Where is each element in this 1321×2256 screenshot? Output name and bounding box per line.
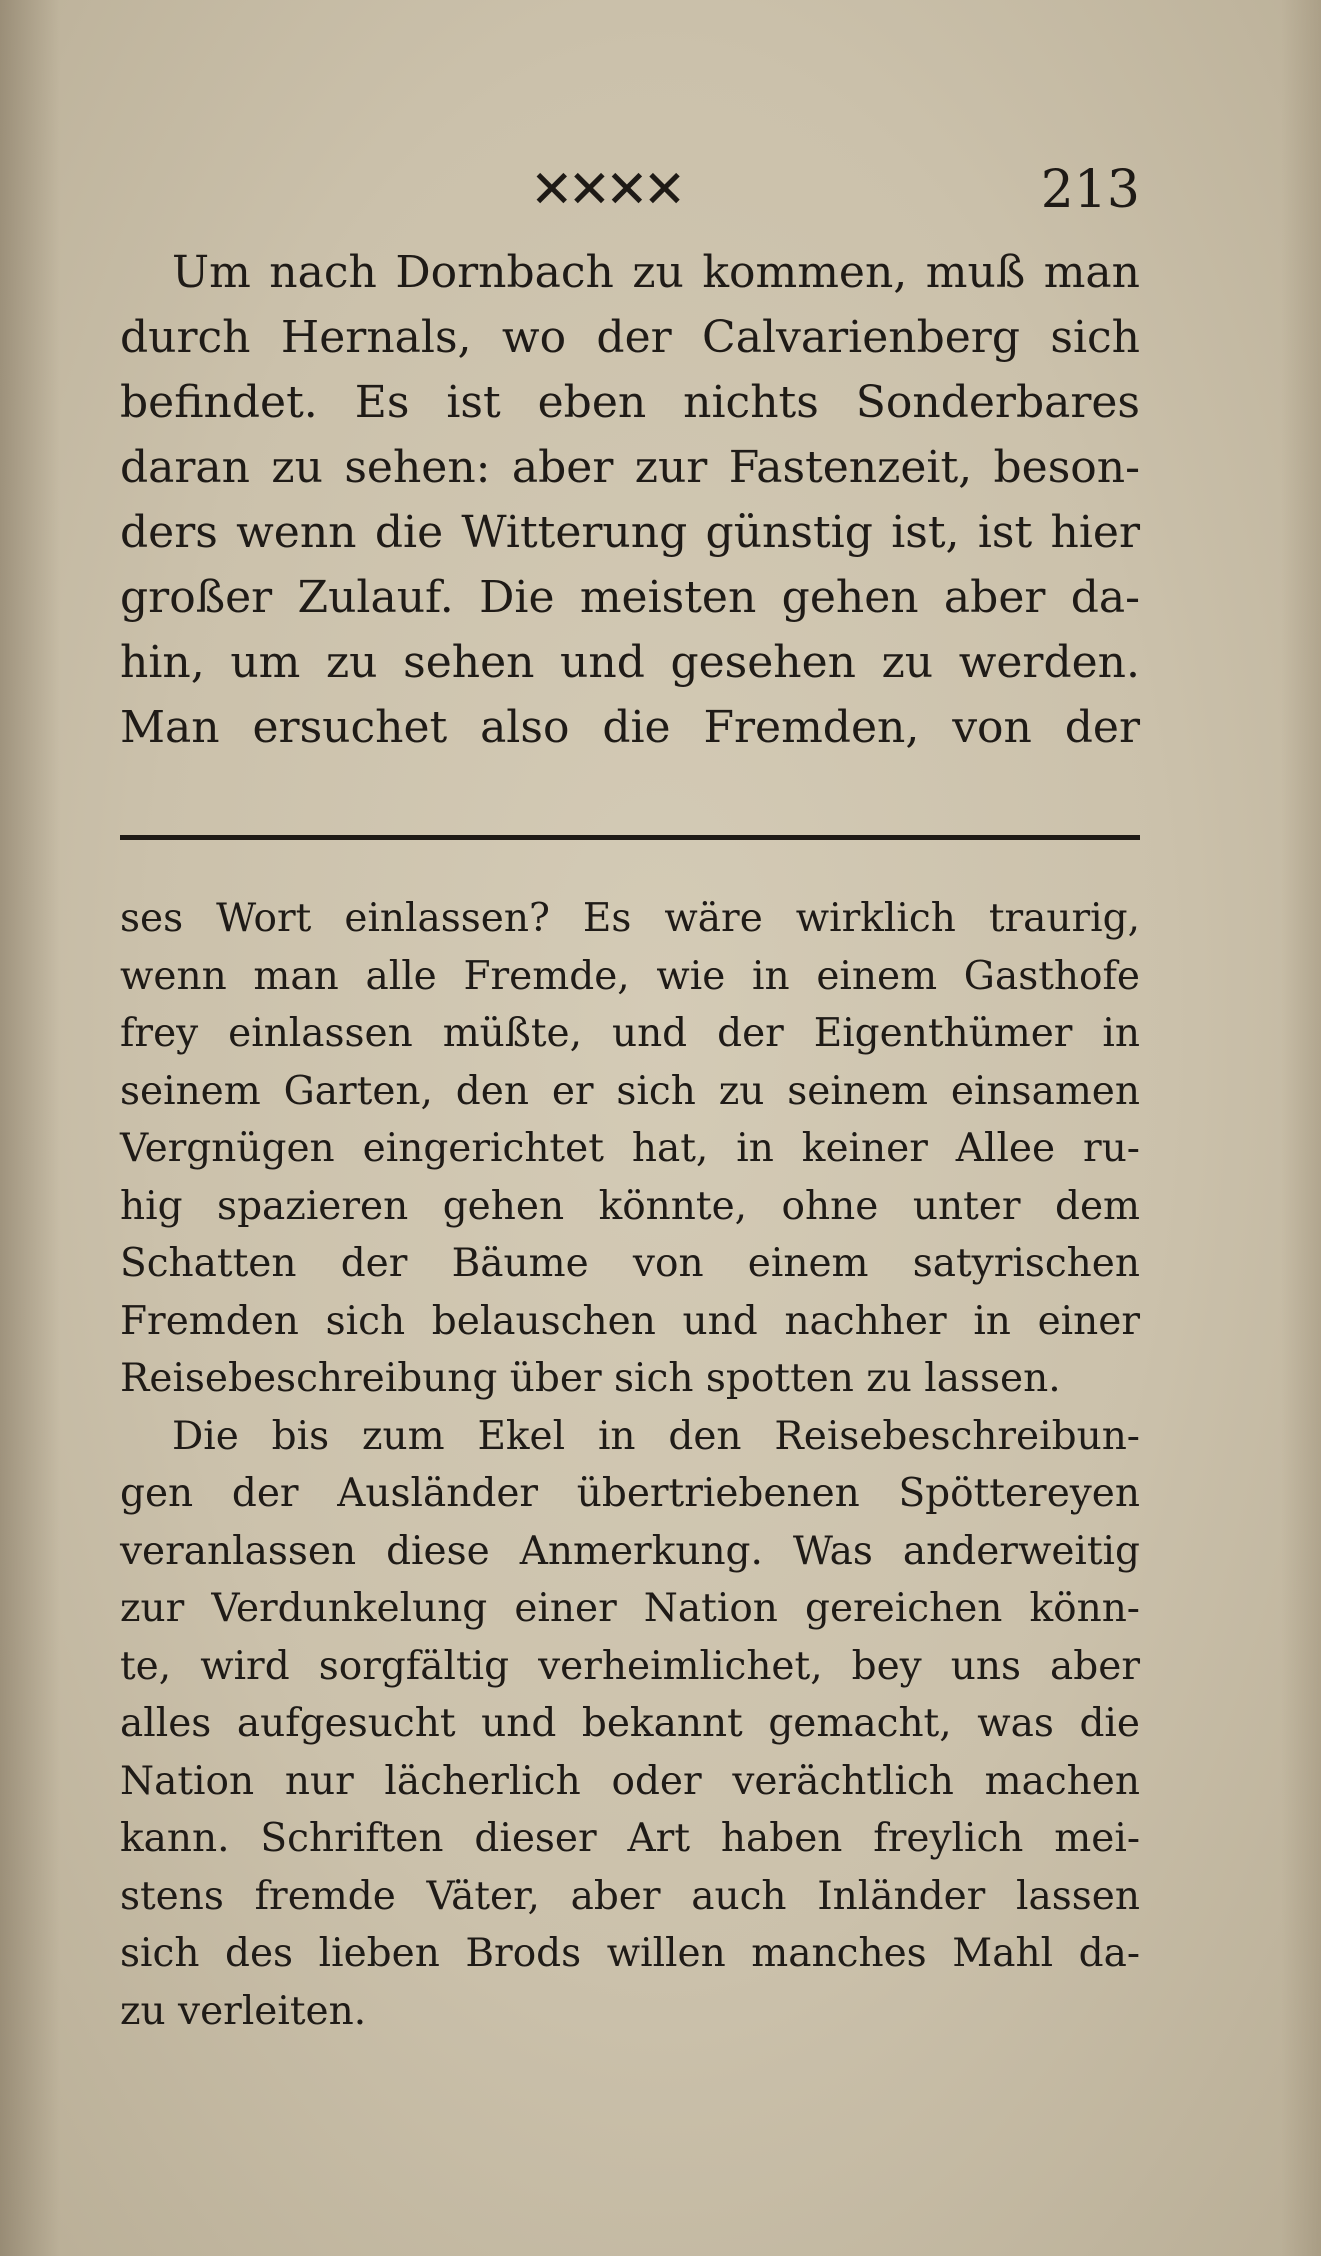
- footnote-line: Fremden sich belauschen und nachher in einer: [120, 1298, 1140, 1344]
- page-edge: [1281, 0, 1321, 2256]
- footnote-line: alles aufgesucht und bekannt gemacht, was die: [120, 1701, 1140, 1746]
- footnote-line: wenn man alle Fremde, wie in einem Gasthofe: [120, 953, 1140, 999]
- footnote-line: veranlassen diese Anmerkung. Was anderweitig: [120, 1528, 1140, 1574]
- footnote-line: seinem Garten, den er sich zu seinem einsamen: [120, 1068, 1140, 1114]
- footnote-line: zur Verdunkelung einer Nation gereichen könn-: [120, 1586, 1140, 1631]
- footnote-line: Die bis zum Ekel in den Reisebeschreibun-: [172, 1413, 1140, 1459]
- spine-shadow: [0, 0, 60, 2256]
- footnote-line: Nation nur lächerlich oder verächtlich machen: [120, 1758, 1140, 1804]
- footnote-line: ses Wort einlassen? Es wäre wirklich traurig,: [120, 896, 1140, 941]
- main-text-line: hin, um zu sehen und gesehen zu werden.: [120, 637, 1140, 688]
- page-header: [120, 160, 1140, 220]
- footnote-line: frey einlassen müßte, und der Eigenthümer in: [120, 1011, 1140, 1056]
- footnote-line: zu verleiten.: [120, 1988, 367, 2034]
- footnote-line: kann. Schriften dieser Art haben freylich mei-: [120, 1816, 1140, 1861]
- main-text-line: Um nach Dornbach zu kommen, muß man: [172, 247, 1140, 298]
- main-text-line: daran zu sehen: aber zur Fastenzeit, beson-: [120, 442, 1140, 493]
- footnote-rule: [120, 835, 1140, 840]
- footnote-text-block: [120, 890, 1140, 2040]
- footnote-line: sich des lieben Brods willen manches Mahl da-: [120, 1931, 1140, 1976]
- main-text-line: durch Hernals, wo der Calvarienberg sich: [120, 312, 1140, 363]
- footnote-line: hig spazieren gehen könnte, ohne unter dem: [120, 1183, 1140, 1229]
- page-number: 213: [1040, 160, 1140, 220]
- footnote-line: Vergnügen eingerichtet hat, in keiner Allee ru-: [120, 1126, 1140, 1171]
- footnote-line: Reisebeschreibung über sich spotten zu lassen.: [120, 1356, 1061, 1401]
- main-text-line: Man ersuchet also die Fremden, von der: [120, 702, 1140, 753]
- footnote-line: stens fremde Väter, aber auch Inländer lassen: [120, 1873, 1140, 1919]
- main-text-line: befindet. Es ist eben nichts Sonderbares: [120, 377, 1140, 428]
- main-text-block: [120, 240, 1140, 760]
- header-ornament: ✕✕✕✕: [530, 160, 681, 220]
- main-text-line: großer Zulauf. Die meisten gehen aber da-: [120, 572, 1140, 623]
- main-text-line: ders wenn die Witterung günstig ist, ist hier: [120, 507, 1140, 558]
- footnote-line: te, wird sorgfältig verheimlichet, bey uns aber: [120, 1643, 1140, 1689]
- footnote-line: Schatten der Bäume von einem satyrischen: [120, 1241, 1140, 1286]
- footnote-line: gen der Ausländer übertriebenen Spöttereyen: [120, 1471, 1140, 1516]
